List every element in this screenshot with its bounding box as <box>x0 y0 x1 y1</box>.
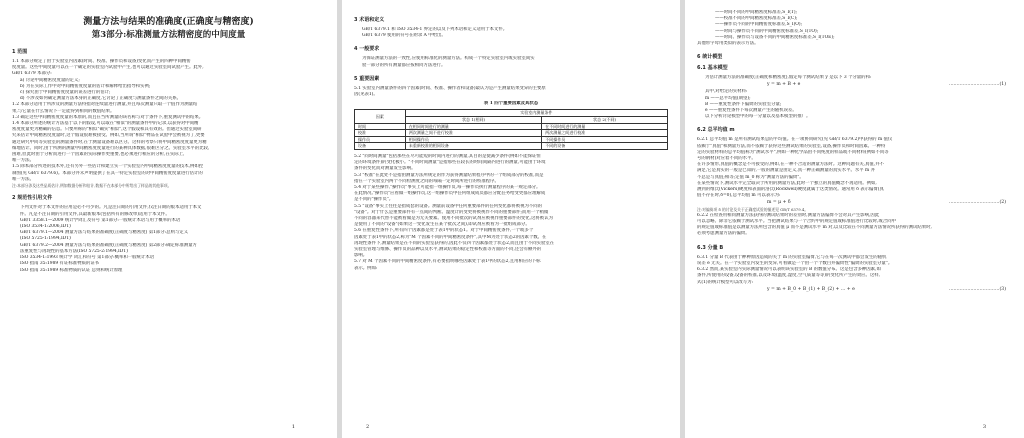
text-line: (ISO 5725-1:1994,IDT) <box>20 236 71 242</box>
text-line: 验一部分的所有测量都应按相同方法进行。 <box>362 62 446 68</box>
table-header-factor: 因素 <box>355 110 406 123</box>
text-line: 不同的容器来代替不能被看做是为无关要素。使用不同批次的试剂应被视作重要部件的变化,这将被认为 <box>354 216 553 222</box>
table-cell-factor: 设备 <box>355 143 406 150</box>
text-line: a) 讨论中间精密度度量的定义; <box>20 77 80 83</box>
text-line: 5.7 对 M 个因素不同的中间精密度条件,有必要指明哪些因素处于表1中的状态2,且用相应的下标 <box>354 259 541 265</box>
text-line: 5.4 对于某些操作,"操作员"事实上可能指一组操作员,每一操作员执行测量程序的某一规定部分。 <box>354 185 541 190</box>
text-line: ——时间、操作员与设备不同的中间精密度标准差,S_I(TOE); <box>715 34 835 40</box>
text-line: 唯一方法。 <box>12 176 34 182</box>
section-1-body <box>12 59 325 78</box>
section-6-2-body <box>697 137 1012 199</box>
text-line: 是使用了不同的"设备"(如果这一变化发生在某个批次之间),即试剂应被看为一批组成部分。 <box>354 222 530 228</box>
text-line: 度度量。这些中间度量可以在一个确定的实验室内试验中产生,也可以通过实验室间试验产生。此外, <box>12 65 204 71</box>
table-cell-factor: 校准 <box>355 130 406 137</box>
equation-2-note: 注:对偏倚项 δ 的讨论及关于正确度试验的描述见 GB/T 6379.4。 <box>697 207 809 213</box>
equation-3-number: ……………………………(3) <box>948 286 1006 292</box>
text-line: 5.6 在重复性条件下,所有四个因素都是处于表1中的状态1。对于中间精密度条件,一个或多个 <box>354 228 534 234</box>
section-heading-6: 6 统计模型 <box>697 54 723 61</box>
equation-3-formula: y = m + B_0 + B_(1) + B_(2) + … + e <box>767 286 855 292</box>
text-line: 1.3 确定这些中间精密度度量的本原的,而且在当所测量的该名称与对于条件下,重复测试中的结果。 <box>12 114 204 120</box>
text-line: c) 探究由于中间精密度度量的误差进行的估计; <box>20 90 111 96</box>
page-number: 3 <box>982 424 986 430</box>
text-line: 6.2.1 总平均值 m 是所有测试结果总的平均值。在一项协同研究(见 GB/T 6379.2)中获得的 m 值仅 <box>697 137 893 143</box>
text-line: 条件的变化而对测量发生影响。 <box>354 166 416 172</box>
text-line: 困难,但此时由于分析而进行一个因素的实际操作更重要,也必须进行相应的分析,在实际上, <box>12 152 185 158</box>
text-line: 误差 e 无关。在一个实验室内发生的变异,可看做是一个由一个个数目并偏倚性"偏倚的实验室分量"。 <box>697 260 893 266</box>
document-page-3 <box>685 0 1024 438</box>
text-line: 6.2.2 在检查用相同测量方法获得的测试结果时的差别时,测量方法偏倚不会对其产生影响,因此 <box>697 212 880 218</box>
section-1-2-body <box>12 102 325 164</box>
section-6-1-where <box>697 89 1012 120</box>
text-line: GB/T 6379.1 和 ISO 3534-1 界定的以及下列术语和定义适用于本文件。 <box>362 27 508 32</box>
text-line: 密度度量更为精确的信息。只要所称的"相似"确实"相似",这个假设和其有效的。但通过实验室间研 <box>12 127 202 133</box>
text-line: 1.2 本部分适用于所涉及的测量方法特指对连续量进行测量,并且每次测量只取一个值作为测量结 <box>12 102 198 108</box>
text-line: 再现性条件下,测量结果是在不同的实验室获得的,因此不仅四个因素都处于状态2,而且由于不同实验室在 <box>354 240 555 246</box>
section-1-note: 注:本部分涉及这些品质估计,例如数据分析和估计,数据不在本部分中所给出了样品的其他事项。 <box>12 183 172 189</box>
text-line: 1.4 本部分所述的统计方法基于以下的假设,可以取在"相似"的测量条件中的记录,以获得对中间精 <box>12 121 199 127</box>
text-line: (ISO 3534-1:2006,IDT) <box>20 224 71 230</box>
table-cell-s2: 在不同时间进行的测量 <box>542 123 668 130</box>
document-title: 测量方法与结果的准确度(正确度与精密度) <box>83 17 254 27</box>
section-3-body <box>354 27 668 39</box>
text-line: 5.1 实验室内测量条件的四个因素(时间、校准、操作者和设备)最认为是产生测量结果变异的主要原 <box>354 85 546 91</box>
document-page-2 <box>342 0 680 438</box>
text-line: 必须考虑测量方法的偏倚。 <box>697 231 750 237</box>
table-row <box>355 130 668 137</box>
text-line: 1.5 除本部分所述的技术外,还有另外一些估计和建立实一个实验室内中间精密度度量的技术,例如控 <box>12 164 204 170</box>
section-4-body <box>354 56 668 68</box>
text-line: 实验室管理与维修、操作员的品种以及水平,测试结果的稳定性和校准等方面的不同,还会有额外的 <box>354 247 542 253</box>
text-line: GB/T 6379 本部分: <box>12 71 52 77</box>
equation-2-formula: m = μ + δ <box>767 200 791 206</box>
text-line: 5.5 "设备"事实上往往是指成套的设备。测量前设备中任何重要部件的任何变化都将被视为不同的 <box>354 203 543 209</box>
precision-list <box>697 10 1012 41</box>
text-line: 通过研究中同等实验室的测量条件时,在于测量设备难以区分。这样的考察只将中间精密度度量更为精 <box>12 139 207 145</box>
section-1-5-body <box>12 164 325 183</box>
text-line: "设备"。对于什么是重要部件有一点间的判断。温度计的变更将被视作不同的重要部件;而用一个稍微 <box>354 209 549 215</box>
text-line: ——时间不同的中间精密度标准差,S_I(T); <box>715 10 798 15</box>
table-row <box>355 143 668 150</box>
text-line: 式(1)的统计模型可以改写为: <box>697 279 753 285</box>
text-line: 为保证测量方法的一致性,应使用标准化的测量方法。构成一个特定实验室内或实验室间实 <box>362 56 535 62</box>
table-body <box>355 123 668 149</box>
document-page-1 <box>0 0 337 438</box>
text-line: 满足,它是真实的一般是已知的,一般的测量是由定义,真一种正确测量的真实水平。水平 m 并 <box>697 168 875 174</box>
section-heading-3: 3 术语和定义 <box>354 17 385 23</box>
text-line: 的规定值或标准值是以测量方法所包含的真值 μ 而不是测试水平 m 对,以及比较在不同测量方法情况所获得的测试结果时, <box>697 225 932 231</box>
factors-table <box>354 109 668 150</box>
text-line: 测到的维氏(Vickers)硬度和表面的洛氏(Rockwell)硬度就属于这类情况。通常用 δ 表示偏倚(真 <box>697 187 884 193</box>
section-heading-6-1: 6.1 基本模型 <box>697 65 728 72</box>
section-heading-5: 5 重要因素 <box>354 75 380 82</box>
text-line: 在某些情况下,测试水平完全取决于所用的测量方法,此时一个独立的真值概念不再适用。例如, <box>697 180 877 186</box>
text-line: B ——重复性条件下偏倚的实验室分量; <box>705 101 782 107</box>
text-line: 可以忽略。除非它依赖于测试水平。当把测试结果与一个合约中的规定值或标准值进行比较时,或合同中 <box>697 219 896 225</box>
section-heading-6-2: 6.2 总平均值 m <box>697 127 735 134</box>
section-heading-4: 4 一般要求 <box>354 46 380 53</box>
text-line: 因素处于表1中的状态2,称为"M 个因素不同的中间精密度条件",其中M为处于状态2的因素个数。在 <box>354 234 547 240</box>
table-cell-s2: 不同的设备 <box>542 143 668 150</box>
text-line: 6.3.1 分量 B 代表由于种种原因造成的关于 m 的实验室偏倚,它与在每一次测试中都会发生的随机 <box>697 254 887 260</box>
text-line: ——操作员不同的中间精密度标准差,S_I(O); <box>715 22 803 28</box>
section-heading-1: 1 范围 <box>12 49 28 55</box>
table-cell-s1: 在相同时间进行的测量 <box>405 123 541 130</box>
table-cell-s1: 未重新校准的相同设备 <box>405 143 541 150</box>
section-6-2-2-body <box>697 213 1012 238</box>
section-2-intro <box>12 205 325 217</box>
text-line: 条件,所使用的设备,设备的校准,以及环境(温度,湿度,空气质量等等)的变化所产生的效应。这样, <box>697 273 881 279</box>
table-title: 表 1 四个重要因素及其状态 <box>483 101 539 107</box>
text-line: 细地估计。同时,由于所测的测量中间精密度度量进行的某种具体数据,很难区分之。实验室水平的比较, <box>12 145 210 151</box>
text-line: 5.2 "同时间测量"包括那些在尽可能短的时间内进行的测量,其目的是使减少条件(例如不能保证恒 <box>354 153 541 159</box>
text-line: 值不存在时,δ=0),总平均值 m 可以表示为: <box>697 193 781 199</box>
text-line: 法重复性与再现性的基本方法(ISO 5725-2:1994,IDT) <box>20 248 128 254</box>
text-line: ISO 3534-1:1993 统计学 词汇和符号 第1部分:概率和一般统计术语 <box>20 255 155 261</box>
text-line: 件。凡是不注日期的引用文件,其最新版本(包括所有的修改单)适用于本文件。 <box>20 211 170 217</box>
text-line: ——时间与操作员不同的中间精密度标准差,S_I(TO); <box>715 28 819 34</box>
text-line: 5.3 "校准"在此处不是指由测量方法所规定的作为获得测量结果程序中的一个组成部分的校准,而是 <box>354 172 544 178</box>
text-line: 究来估计中间精密度度量时,这个假设很难被接受。例如,当所谓"相似"物品在试验中会被视为了,更要 <box>12 133 205 139</box>
section-5-2-body <box>354 154 668 272</box>
text-line: 下列文件对于本文件的应用是必不可少的。凡是注日期的引用文件,仅注日期的版本适用于本文 <box>20 205 202 211</box>
text-line: GB/T 3358.1—2009 统计学词汇及符号 第1部分:一般统计术语与用于概率的术语 <box>20 217 181 223</box>
text-line: GB/T 6379 使用的符号在附录 A 中给出。 <box>362 33 446 39</box>
table-row <box>355 123 668 130</box>
text-line: 以下分析讨论模型中的每一分量以及基本模型的推广。 <box>705 114 811 120</box>
equation-2 <box>697 199 1012 207</box>
table-header-group: 实验室内测量条件 <box>405 110 667 117</box>
page-number: 2 <box>366 424 370 430</box>
text-line: GB/T 6379.2—2004 测量方法与结果的准确度(正确度与精密度) 第2部分:确定标准测量方 <box>20 242 197 248</box>
equation-1-formula: y = m + B + e <box>767 82 801 88</box>
text-line: 因(见表1)。 <box>354 92 378 98</box>
text-line: d) 不涉及如何确定测量方法本身的正确度,它讨论了正确度与测量条件之间的关系。 <box>20 96 181 102</box>
table-row <box>355 136 668 143</box>
text-line: 制图(见 GB/T 6379.6)。本部分并未声明提供了在其一特定实验室的对中间精密度度量进行估计的 <box>12 170 203 176</box>
text-line: 号的钢材)对应着不同的水平。 <box>697 156 756 162</box>
table-header-state2: 状态 2(不同) <box>542 117 668 124</box>
page-number: 1 <box>291 424 295 430</box>
section-heading-6-3: 6.3 分量 B <box>697 244 724 251</box>
text-line: ISO 指南 35:1989 标准物质的认证 总则和统计原理 <box>20 267 123 273</box>
section-6-3-body <box>697 255 1012 286</box>
equation-1 <box>697 81 1012 89</box>
section-2-references <box>12 218 325 274</box>
text-line: e ——重复性条件下每次测量产生的随机误差。 <box>705 108 797 114</box>
section-1-items <box>12 78 325 103</box>
text-line: ——校准不同的中间精密度标准差,S_I(C); <box>715 16 798 22</box>
text-line: b) 为在实际工作中对中间精密度度量的估计和解释给出指导和实例; <box>20 83 151 89</box>
table-cell-s1: 两次测量之间不进行校准 <box>405 130 541 137</box>
text-line: 在许多情形,真值的概念是不可接受的,例如,在一种不合适的测量方法时。这种问题有关,真值,并不 <box>697 162 884 168</box>
equation-2-number: ……………………………(2) <box>948 200 1006 206</box>
precision-list-tail: 其他带字母用类似的表示方法。 <box>697 41 759 47</box>
document-subtitle: 第3部分:标准测量方法精密度的中间度量 <box>91 30 246 40</box>
text-line: GB/T 6379.1—2004 测量方法与结果的准确度(正确度与精密度) 第1部分:总则与定义 <box>20 230 189 236</box>
text-line: 影响。 <box>354 253 368 259</box>
section-6-1-intro: 为估计测量方法的准确度(正确度和精密度),假定每个测试结果 y 是以下 3 个分量的和: <box>705 75 872 81</box>
section-heading-2: 2 规范性引用文件 <box>12 195 53 202</box>
table-header-state1: 状态 1(相同) <box>405 117 541 124</box>
text-line: 6.3.2 然而,某实验室内实际测量情况可以表明该实验室的 B 的数值分布。这是包含多种因素,如 <box>697 267 881 273</box>
equation-1-number: ……………………………(1) <box>948 82 1006 88</box>
text-line: 其中,对给定的实材料: <box>705 89 748 95</box>
table-cell-s2: 不同操作员 <box>542 136 668 143</box>
table-cell-factor: 操作员 <box>355 136 406 143</box>
text-line: 是不同的"操作员"。 <box>354 197 394 203</box>
table-cell-s1: 相同操作员 <box>405 136 541 143</box>
text-line: 指在一个实验室内两个不同检测度之间的每隔一定时间所进行的校准程序。 <box>354 178 499 184</box>
text-line: 不总是与真值;相等;定值 m_0 称为"测量方法的偏倚"。 <box>697 174 804 180</box>
text-line: 果,与它量在什么情况下一定能得到相同的数值结果。 <box>12 108 115 114</box>
text-line: 1.1 本部分规定了由于实验室内因素(时间、校准、操作员和设备)变化而产生的四种中间精密 <box>12 59 191 64</box>
table-cell-s2: 两次测量之间进行校准 <box>542 130 668 137</box>
text-line: m ——总平均值(期望); <box>705 95 751 101</box>
text-line: 依赖于"真值"和测量方法,而不依赖于获得这些测试结果的实验室,设备,操作员和时间因素。一种特 <box>697 143 886 149</box>
text-line: 唯一方法。 <box>12 158 34 164</box>
equation-3 <box>697 286 1012 294</box>
text-line: 定的环境条件)的变化极小。"不同时间测量"是指那些在较长的时间间隔内进行的测量,可能由于环境 <box>354 160 546 166</box>
text-line: ISO 指南 35:1989 有证标准物质的证书 <box>20 261 100 267</box>
section-5-body <box>354 86 668 98</box>
text-line: 在此情况,"操作员"应看做一组操作员,这一组操作员中任何组成成员都应分配任务给变更都应理解成 <box>354 191 546 197</box>
text-line: 定的实验材料的总平均值称为"测试水平",例如一种化学品由不同纯度的样品或不同材料(例如不同等 <box>697 149 889 155</box>
text-line: 表示。例如: <box>354 265 378 271</box>
table-cell-factor: 时间 <box>355 123 406 130</box>
